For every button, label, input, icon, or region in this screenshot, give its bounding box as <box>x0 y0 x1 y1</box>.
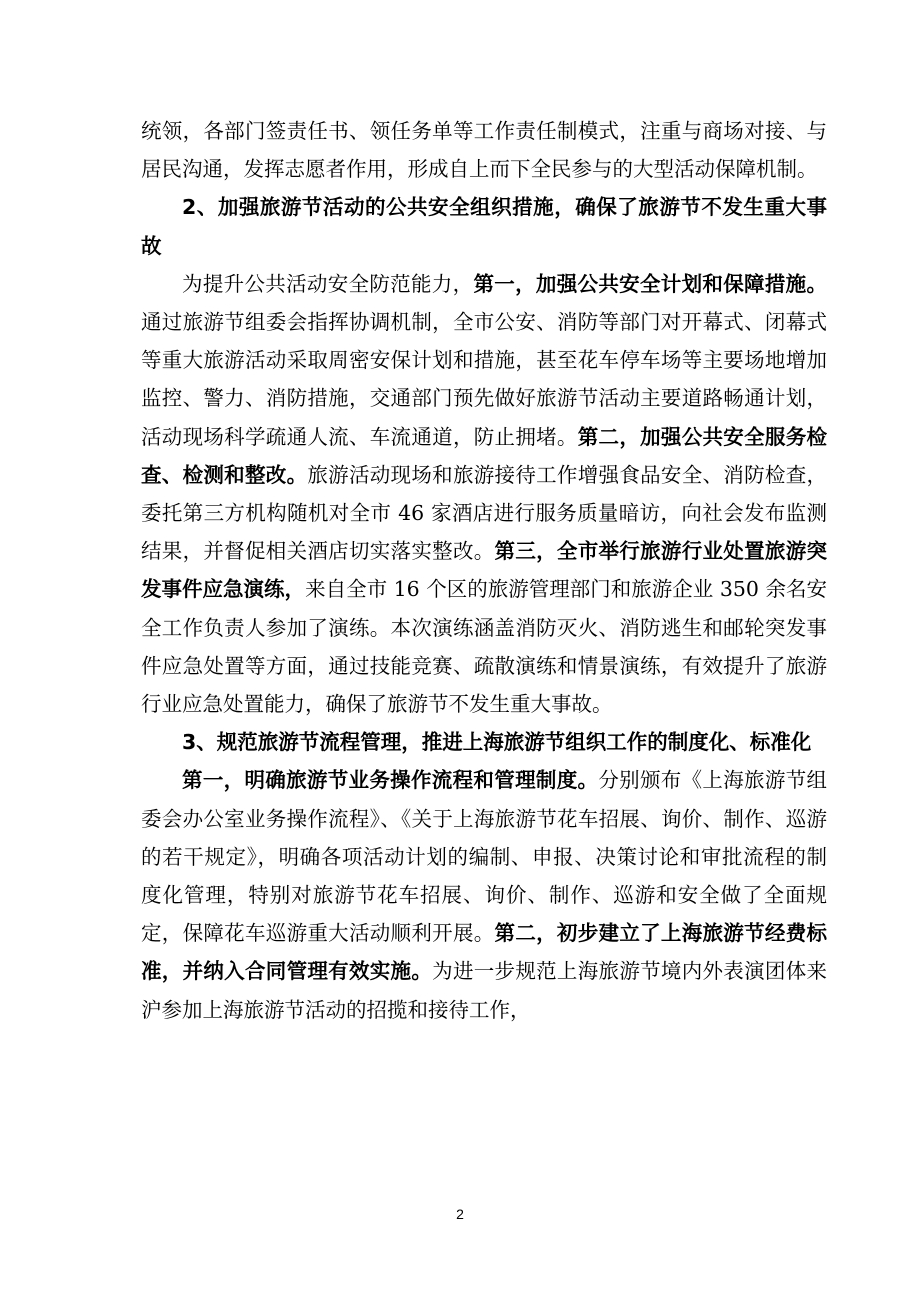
text-run: 旅游活动现场和旅游接待工作增强食品安全、消防检查，委托第三方机构随机对全市 46 家酒店进行服务质量暗访，向社会发布监测结果，并督促相关酒店切实落实整改。 <box>141 462 827 564</box>
text-run: 统领，各部门签责任书、领任务单等工作责任制模式，注重与商场对接、与居民沟通，发挥志愿者作用，形成自上而下全民参与的大型活动保障机制。 <box>141 119 827 182</box>
bold-run: 2、加强旅游节活动的公共安全组织措施，确保了旅游节不发生重大事故 <box>141 195 827 258</box>
section-heading <box>141 188 827 264</box>
paragraph <box>141 112 827 188</box>
bold-run: 第一，加强公共安全计划和保障措施。 <box>473 271 828 296</box>
paragraph <box>141 265 827 723</box>
bold-run: 第三，全市举行旅游行业处置旅游突发事件应急演练， <box>141 539 827 602</box>
page-number: 2 <box>456 1206 464 1222</box>
bold-run: 第二，加强公共安全服务检查、检测和整改。 <box>141 424 827 487</box>
text-run: 为进一步规范上海旅游节境内外表演团体来沪参加上海旅游节活动的招揽和接待工作， <box>141 959 827 1022</box>
bold-run: 第一，明确旅游节业务操作流程和管理制度。 <box>182 768 599 793</box>
text-run: 分别颁布《上海旅游节组委会办公室业务操作流程》、《关于上海旅游节花车招展、询价、制作、巡游的若干规定》，明确各项活动计划的编制、申报、决策讨论和审批流程的制度化管理，特别对旅游节花车招展、询价、制作、巡游和安全做了全面规定，保障花车巡游重大活动顺利开展。 <box>141 768 828 946</box>
paragraph <box>141 761 827 1028</box>
text-run: 为提升公共活动安全防范能力， <box>182 271 474 296</box>
section-heading <box>141 723 827 761</box>
bold-run: 3、规范旅游节流程管理，推进上海旅游节组织工作的制度化、标准化 <box>182 730 812 755</box>
body-text <box>141 112 827 1029</box>
bold-run: 第二，初步建立了上海旅游节经费标准，并纳入合同管理有效实施。 <box>141 921 827 984</box>
text-run: 来自全市 16 个区的旅游管理部门和旅游企业 350 余名安全工作负责人参加了演练。本次演练涵盖消防灭火、消防逃生和邮轮突发事件应急处置等方面，通过技能竞赛、疏散演练和情景演练，有效提升了旅游行业应急处置能力，确保了旅游节不发生重大事故。 <box>141 577 828 717</box>
text-run: 通过旅游节组委会指挥协调机制，全市公安、消防等部门对开幕式、闭幕式等重大旅游活动采取周密安保计划和措施，甚至花车停车场等主要场地增加监控、警力、消防措施，交通部门预先做好旅游节活动主要道路畅通计划，活动现场科学疏通人流、车流通道，防止拥堵。 <box>141 310 827 449</box>
